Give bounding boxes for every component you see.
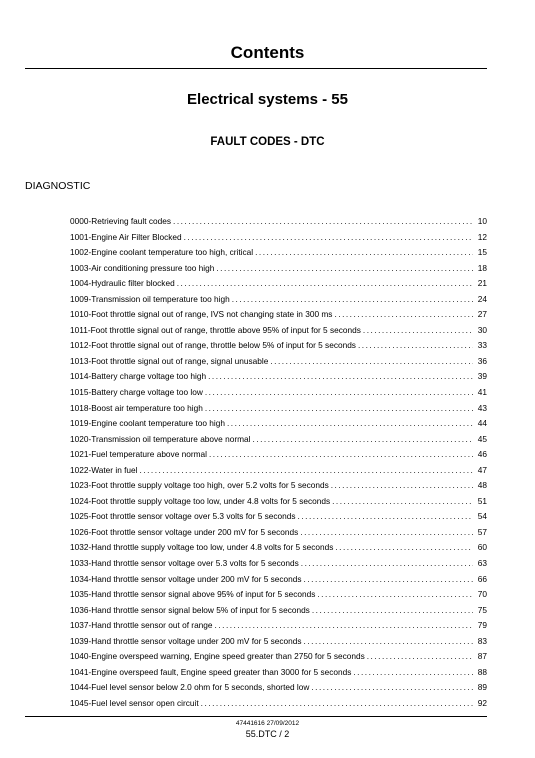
dot-leader	[331, 478, 473, 494]
toc-entry-label: 1009-Transmission oil temperature too high	[70, 293, 230, 304]
dot-leader	[304, 572, 473, 588]
toc-entry[interactable]	[70, 432, 487, 448]
dot-leader	[215, 618, 473, 634]
toc-entry-label: 1018-Boost air temperature too high	[70, 402, 203, 413]
toc-entry-label: 1012-Foot throttle signal out of range, throttle below 5% of input for 5 seconds	[70, 340, 356, 351]
section-title: Electrical systems - 55	[187, 91, 348, 108]
toc-entry-page: 15	[477, 247, 487, 258]
toc-entry-label: 1010-Foot throttle signal out of range, IVS not changing state in 300 ms	[70, 309, 333, 320]
toc-entry-page: 41	[477, 387, 487, 398]
toc-entry-page: 45	[477, 433, 487, 444]
toc-entry-page: 47	[477, 464, 487, 475]
toc-entry[interactable]	[70, 354, 487, 370]
dot-leader	[184, 230, 473, 246]
toc-entry-label: 1014-Battery charge voltage too high	[70, 371, 207, 382]
toc-entry[interactable]	[70, 401, 487, 417]
toc-entry-page: 89	[477, 682, 487, 693]
footer-page-ref: 55.DTC / 2	[245, 729, 290, 739]
toc-entry-page: 46	[477, 449, 487, 460]
dot-leader	[334, 307, 473, 323]
dot-leader	[304, 634, 473, 650]
toc-entry-page: 87	[477, 651, 487, 662]
dot-leader	[270, 354, 473, 370]
toc-entry-label: 1041-Engine overspeed fault, Engine speed greater than 3000 for 5 seconds	[70, 666, 352, 677]
toc-entry-label: 1023-Foot throttle supply voltage too high, over 5.2 volts for 5 seconds	[70, 480, 329, 491]
toc-entry-label: 1019-Engine coolant temperature too high	[70, 418, 225, 429]
toc-entry-label: 1021-Fuel temperature above normal	[70, 449, 207, 460]
subsection-title: FAULT CODES - DTC	[210, 136, 325, 148]
dot-leader	[209, 447, 473, 463]
toc-entry-page: 36	[477, 355, 487, 366]
dot-leader	[140, 463, 474, 479]
toc-entry[interactable]	[70, 587, 487, 603]
toc-entry-label: 1037-Hand throttle sensor out of range	[70, 620, 213, 631]
toc-list	[70, 214, 487, 712]
toc-entry[interactable]	[70, 385, 487, 401]
toc-entry-label: 1033-Hand throttle sensor voltage over 5.3 volts for 5 seconds	[70, 558, 299, 569]
bottom-divider	[25, 716, 487, 717]
dot-leader	[317, 587, 473, 603]
toc-entry-label: 1002-Engine coolant temperature too high, critical	[70, 247, 254, 258]
toc-entry-page: 54	[477, 511, 487, 522]
group-heading: DIAGNOSTIC	[25, 180, 91, 192]
dot-leader	[363, 323, 473, 339]
toc-entry[interactable]	[70, 525, 487, 541]
top-divider	[25, 68, 487, 69]
toc-entry[interactable]	[70, 292, 487, 308]
toc-entry-label: 1024-Foot throttle supply voltage too low, under 4.8 volts for 5 seconds	[70, 495, 331, 506]
toc-entry[interactable]	[70, 245, 487, 261]
dot-leader	[255, 245, 473, 261]
toc-entry-label: 1004-Hydraulic filter blocked	[70, 278, 175, 289]
toc-entry-page: 70	[477, 589, 487, 600]
dot-leader	[227, 416, 473, 432]
page-title: Contents	[230, 43, 305, 62]
toc-entry[interactable]	[70, 680, 487, 696]
toc-entry-label: 1032-Hand throttle supply voltage too low, under 4.8 volts for 5 seconds	[70, 542, 334, 553]
toc-entry-page: 83	[477, 635, 487, 646]
toc-entry[interactable]	[70, 634, 487, 650]
toc-entry-label: 1011-Foot throttle signal out of range, throttle above 95% of input for 5 seconds	[70, 324, 361, 335]
toc-entry-label: 1013-Foot throttle signal out of range, signal unusable	[70, 355, 269, 366]
toc-entry[interactable]	[70, 494, 487, 510]
toc-entry[interactable]	[70, 572, 487, 588]
dot-leader	[201, 696, 473, 712]
toc-entry[interactable]	[70, 369, 487, 385]
toc-entry-page: 57	[477, 526, 487, 537]
toc-entry-label: 1015-Battery charge voltage too low	[70, 387, 203, 398]
toc-entry[interactable]	[70, 338, 487, 354]
toc-entry-page: 51	[477, 495, 487, 506]
toc-entry[interactable]	[70, 665, 487, 681]
toc-entry-page: 75	[477, 604, 487, 615]
toc-entry[interactable]	[70, 323, 487, 339]
toc-entry[interactable]	[70, 416, 487, 432]
dot-leader	[298, 509, 473, 525]
toc-entry-label: 1025-Foot throttle sensor voltage over 5.3 volts for 5 seconds	[70, 511, 296, 522]
toc-entry[interactable]	[70, 649, 487, 665]
toc-entry[interactable]	[70, 603, 487, 619]
toc-entry[interactable]	[70, 214, 487, 230]
toc-entry[interactable]	[70, 540, 487, 556]
toc-entry-page: 43	[477, 402, 487, 413]
dot-leader	[252, 432, 473, 448]
dot-leader	[353, 665, 473, 681]
toc-entry[interactable]	[70, 307, 487, 323]
dot-leader	[173, 214, 473, 230]
toc-entry-label: 1001-Engine Air Filter Blocked	[70, 231, 182, 242]
toc-entry[interactable]	[70, 618, 487, 634]
toc-entry-page: 39	[477, 371, 487, 382]
toc-entry[interactable]	[70, 447, 487, 463]
dot-leader	[300, 525, 473, 541]
toc-entry-label: 1020-Transmission oil temperature above normal	[70, 433, 251, 444]
dot-leader	[312, 603, 473, 619]
dot-leader	[358, 338, 473, 354]
dot-leader	[216, 261, 473, 277]
toc-entry-page: 48	[477, 480, 487, 491]
dot-leader	[335, 540, 473, 556]
toc-entry-page: 92	[477, 697, 487, 708]
toc-entry-page: 88	[477, 666, 487, 677]
dot-leader	[177, 276, 473, 292]
toc-entry[interactable]	[70, 509, 487, 525]
toc-entry-page: 30	[477, 324, 487, 335]
toc-entry-page: 60	[477, 542, 487, 553]
dot-leader	[205, 401, 473, 417]
toc-entry-label: 1044-Fuel level sensor below 2.0 ohm for 5 seconds, shorted low	[70, 682, 310, 693]
dot-leader	[367, 649, 473, 665]
toc-entry[interactable]	[70, 696, 487, 712]
toc-entry-page: 66	[477, 573, 487, 584]
toc-entry[interactable]	[70, 230, 487, 246]
dot-leader	[311, 680, 473, 696]
toc-entry-page: 12	[477, 231, 487, 242]
toc-entry-label: 1034-Hand throttle sensor voltage under 200 mV for 5 seconds	[70, 573, 302, 584]
dot-leader	[208, 369, 473, 385]
toc-entry[interactable]	[70, 478, 487, 494]
toc-entry-label: 1035-Hand throttle sensor signal above 95% of input for 5 seconds	[70, 589, 316, 600]
toc-entry-page: 18	[477, 262, 487, 273]
toc-entry-page: 63	[477, 558, 487, 569]
dot-leader	[332, 494, 473, 510]
dot-leader	[232, 292, 473, 308]
dot-leader	[205, 385, 473, 401]
toc-entry-label: 1026-Foot throttle sensor voltage under 200 mV for 5 seconds	[70, 526, 299, 537]
toc-entry-page: 33	[477, 340, 487, 351]
dot-leader	[301, 556, 473, 572]
toc-entry-label: 1040-Engine overspeed warning, Engine speed greater than 2750 for 5 seconds	[70, 651, 365, 662]
toc-entry-label: 1022-Water in fuel	[70, 464, 138, 475]
toc-entry-label: 1039-Hand throttle sensor voltage under 200 mV for 5 seconds	[70, 635, 302, 646]
toc-entry-label: 1045-Fuel level sensor open circuit	[70, 697, 199, 708]
toc-entry-page: 21	[477, 278, 487, 289]
toc-entry-page: 79	[477, 620, 487, 631]
toc-entry-page: 10	[477, 216, 487, 226]
toc-entry-page: 27	[477, 309, 487, 320]
toc-entry-label: 1036-Hand throttle sensor signal below 5% of input for 5 seconds	[70, 604, 310, 615]
toc-entry-label: 1003-Air conditioning pressure too high	[70, 262, 215, 273]
toc-entry-page: 24	[477, 293, 487, 304]
footer-doc-id: 47441616 27/09/2012	[235, 720, 300, 727]
toc-entry[interactable]	[70, 463, 487, 479]
toc-entry[interactable]	[70, 556, 487, 572]
toc-entry[interactable]	[70, 276, 487, 292]
toc-entry-page: 44	[477, 418, 487, 429]
toc-entry[interactable]	[70, 261, 487, 277]
toc-entry-label: 0000-Retrieving fault codes	[70, 216, 172, 226]
